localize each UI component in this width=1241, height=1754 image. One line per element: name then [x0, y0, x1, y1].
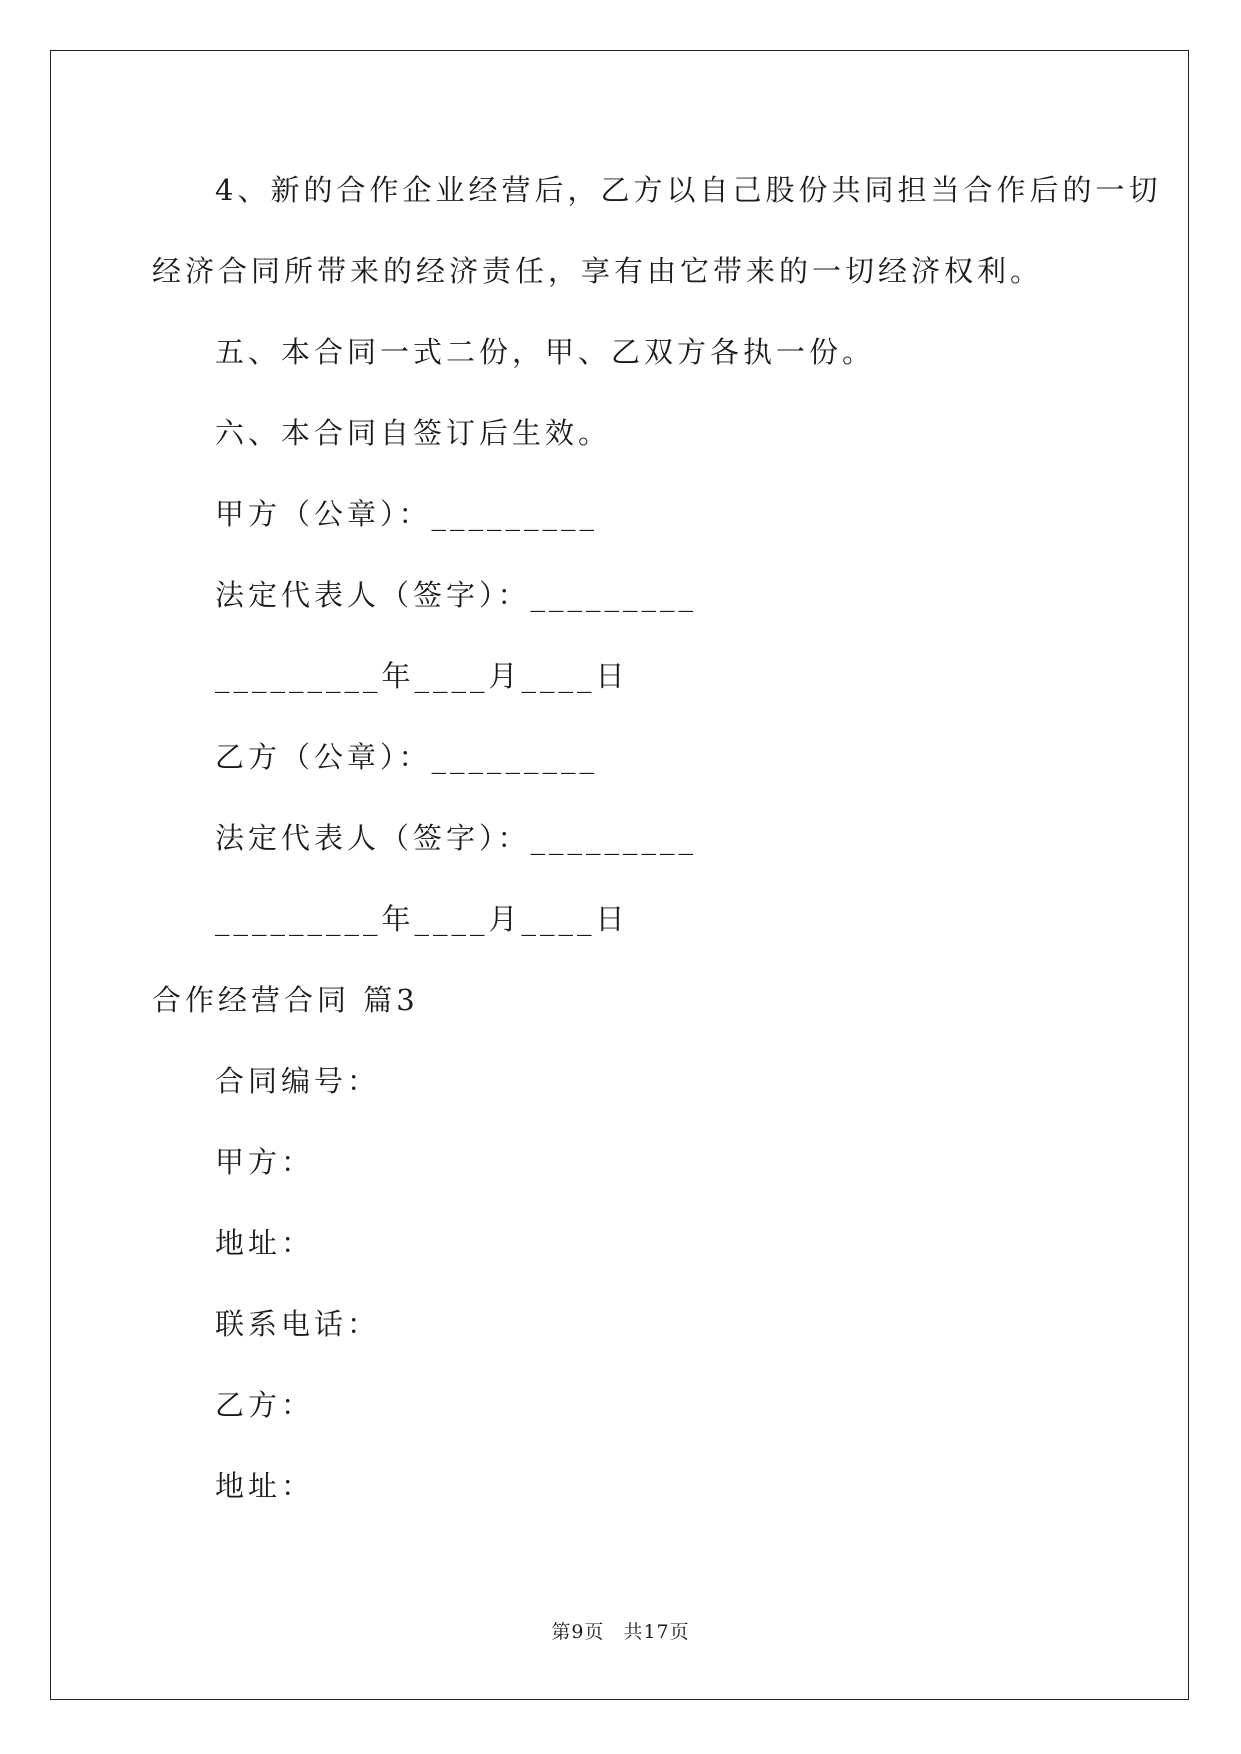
- address-label: 地址：: [215, 1469, 315, 1503]
- contract-number-label: 合同编号：: [215, 1064, 381, 1098]
- paragraph-line: 4、新的合作企业经营后，乙方以自己股份共同担当合作后的一切: [215, 173, 1162, 207]
- paragraph-line: 五、本合同一式二份，甲、乙双方各执一份。: [215, 335, 876, 369]
- party-a-label: 甲方：: [215, 1145, 315, 1179]
- current-page-number: 第9页: [551, 1621, 605, 1643]
- party-b-label: 乙方：: [215, 1388, 315, 1422]
- party-a-representative-line: 法定代表人（签字）：_________: [215, 578, 698, 612]
- party-a-seal-line: 甲方（公章）：_________: [215, 497, 599, 531]
- total-pages: 共17页: [623, 1621, 690, 1643]
- address-label: 地址：: [215, 1226, 315, 1260]
- phone-label: 联系电话：: [215, 1307, 381, 1341]
- party-b-representative-line: 法定代表人（签字）：_________: [215, 821, 698, 855]
- page-footer: [0, 1617, 1241, 1644]
- party-b-seal-line: 乙方（公章）：_________: [215, 740, 599, 774]
- paragraph-line: 经济合同所带来的经济责任，享有由它带来的一切经济权利。: [152, 254, 1044, 288]
- party-b-date-line: _________年____月____日: [215, 902, 629, 936]
- party-a-date-line: _________年____月____日: [215, 659, 629, 693]
- page-border: [50, 50, 1189, 1700]
- section-heading: 合作经营合同 篇3: [152, 983, 419, 1017]
- paragraph-line: 六、本合同自签订后生效。: [215, 416, 612, 450]
